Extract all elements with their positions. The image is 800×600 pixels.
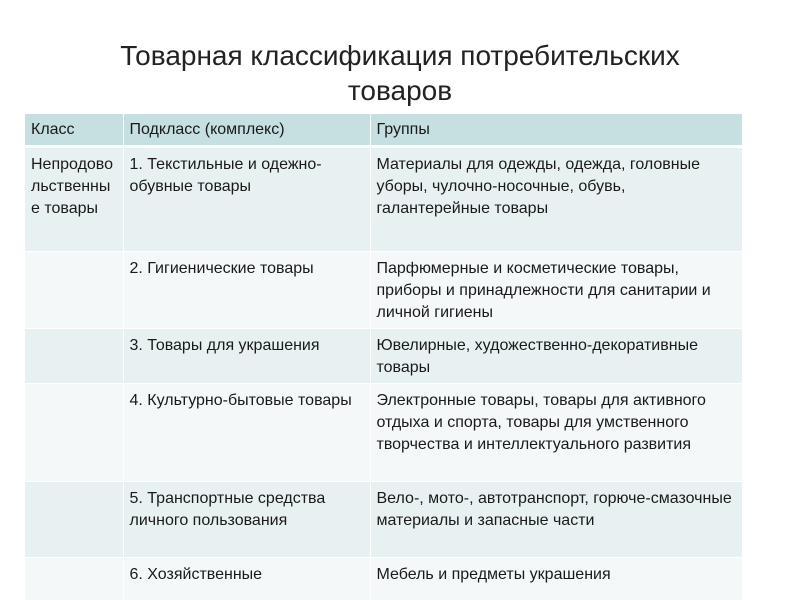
class-cell bbox=[25, 482, 123, 558]
page-title bbox=[0, 38, 800, 108]
classification-table-container bbox=[25, 114, 742, 600]
groups-cell: Вело-, мото-, автотранспорт, горюче-смазочные материалы и запасные части bbox=[370, 482, 742, 558]
page-title-line-1: Товарная классификация потребительских bbox=[120, 40, 680, 71]
column-header-groups: Группы bbox=[370, 114, 742, 147]
groups-cell: Электронные товары, товары для активного отдыха и спорта, товары для умственного творчества и интеллектуального развития bbox=[370, 384, 742, 482]
class-cell bbox=[25, 558, 123, 600]
page-title-line-2: товаров bbox=[347, 75, 453, 106]
class-cell bbox=[25, 384, 123, 482]
classification-table bbox=[25, 114, 742, 600]
column-header-class: Класс bbox=[25, 114, 123, 147]
class-cell: Непродовольственные товары bbox=[25, 147, 123, 252]
subclass-cell: 4. Культурно-бытовые товары bbox=[123, 384, 370, 482]
table-row bbox=[25, 482, 742, 558]
subclass-cell: 6. Хозяйственные bbox=[123, 558, 370, 600]
class-cell bbox=[25, 252, 123, 329]
subclass-cell: 5. Транспортные средства личного пользования bbox=[123, 482, 370, 558]
table-row bbox=[25, 384, 742, 482]
groups-cell: Материалы для одежды, одежда, головные уборы, чулочно-носочные, обувь, галантерейные товары bbox=[370, 147, 742, 252]
table-row bbox=[25, 147, 742, 252]
class-cell bbox=[25, 329, 123, 384]
groups-cell: Мебель и предметы украшения bbox=[370, 558, 742, 600]
subclass-cell: 3. Товары для украшения bbox=[123, 329, 370, 384]
table-row bbox=[25, 252, 742, 329]
groups-cell: Парфюмерные и косметические товары, приборы и принадлежности для санитарии и личной гигиены bbox=[370, 252, 742, 329]
table-row bbox=[25, 558, 742, 600]
table-header-row bbox=[25, 114, 742, 147]
column-header-subclass: Подкласс (комплекс) bbox=[123, 114, 370, 147]
subclass-cell: 2. Гигиенические товары bbox=[123, 252, 370, 329]
groups-cell: Ювелирные, художественно-декоративные товары bbox=[370, 329, 742, 384]
table-row bbox=[25, 329, 742, 384]
subclass-cell: 1. Текстильные и одежно-обувные товары bbox=[123, 147, 370, 252]
